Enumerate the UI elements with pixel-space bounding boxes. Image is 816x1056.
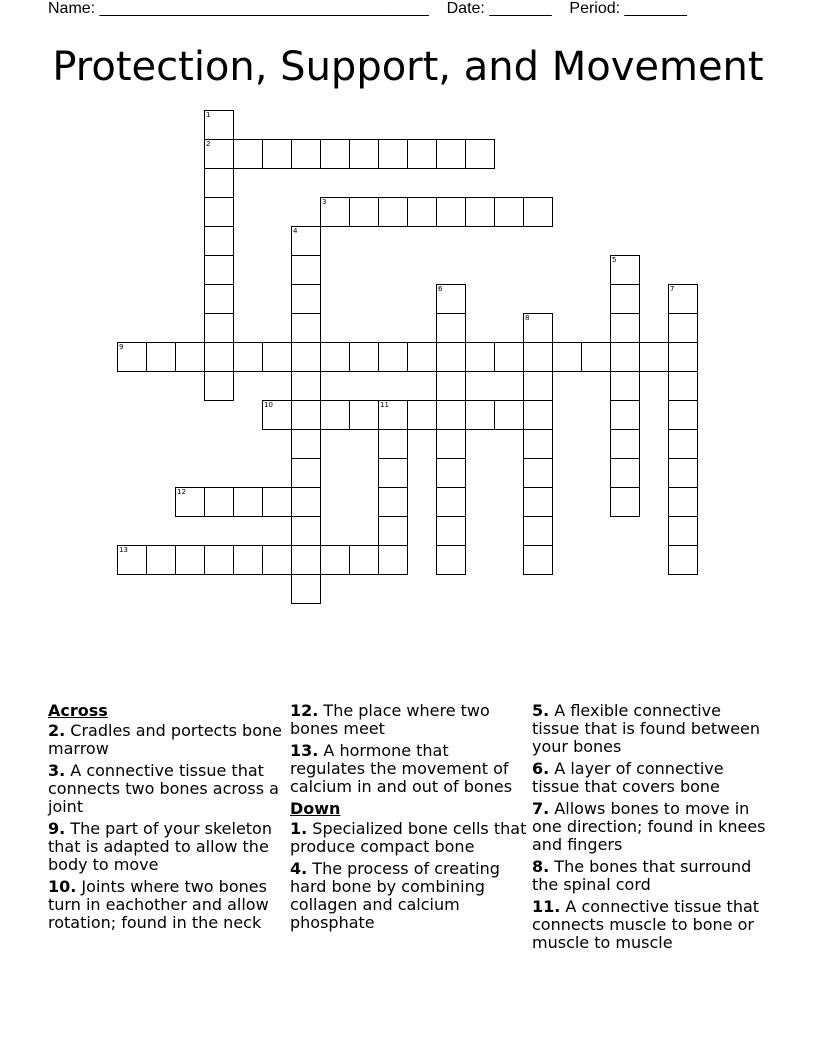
crossword-cell[interactable] xyxy=(291,400,321,430)
date-line[interactable]: _______ xyxy=(489,0,552,17)
crossword-cell[interactable] xyxy=(494,197,524,227)
crossword-cell[interactable] xyxy=(262,342,292,372)
crossword-cell[interactable] xyxy=(465,342,495,372)
clue-down-7: 7. Allows bones to move in one direction; found in knees and fingers xyxy=(532,799,766,854)
crossword-cell[interactable] xyxy=(320,400,350,430)
cell-number: 11 xyxy=(380,401,389,409)
crossword-cell[interactable] xyxy=(523,371,553,401)
cell-number: 6 xyxy=(438,285,443,293)
crossword-cell[interactable] xyxy=(291,429,321,459)
crossword-cell[interactable] xyxy=(204,197,234,227)
crossword-cell[interactable] xyxy=(378,458,408,488)
crossword-cell[interactable] xyxy=(436,342,466,372)
crossword-cell[interactable] xyxy=(581,342,611,372)
crossword-cell[interactable] xyxy=(436,197,466,227)
crossword-cell[interactable] xyxy=(291,313,321,343)
crossword-cell[interactable] xyxy=(465,139,495,169)
crossword-cell[interactable] xyxy=(204,255,234,285)
clue-across-10: 10. Joints where two bones turn in eachother and allow rotation; found in the neck xyxy=(48,877,269,932)
crossword-cell[interactable] xyxy=(610,429,640,459)
clue-down-11: 11. A connective tissue that connects muscle to bone or muscle to muscle xyxy=(532,897,760,952)
crossword-cell[interactable] xyxy=(291,487,321,517)
across-heading: Across xyxy=(48,701,108,720)
crossword-cell[interactable] xyxy=(349,139,379,169)
clue-across-12: 12. The place where two bones meet xyxy=(290,701,490,738)
crossword-cell[interactable] xyxy=(610,400,640,430)
clue-down-6: 6. A layer of connective tissue that covers bone xyxy=(532,759,724,796)
crossword-cell[interactable] xyxy=(523,516,553,546)
crossword-cell[interactable] xyxy=(262,545,292,575)
crossword-cell[interactable] xyxy=(204,284,234,314)
crossword-cell[interactable] xyxy=(436,139,466,169)
crossword-cell[interactable] xyxy=(204,226,234,256)
crossword-cell[interactable] xyxy=(494,342,524,372)
name-label: Name: xyxy=(48,0,96,17)
crossword-cell[interactable] xyxy=(523,429,553,459)
crossword-cell[interactable] xyxy=(117,342,147,372)
crossword-cell[interactable] xyxy=(175,545,205,575)
crossword-cell[interactable] xyxy=(378,516,408,546)
crossword-cell[interactable] xyxy=(523,197,553,227)
crossword-cell[interactable] xyxy=(610,342,640,372)
crossword-cell[interactable] xyxy=(291,458,321,488)
crossword-cell[interactable] xyxy=(610,313,640,343)
page-title: Protection, Support, and Movement xyxy=(52,44,764,90)
cell-number: 7 xyxy=(670,285,675,293)
crossword-cell[interactable] xyxy=(320,545,350,575)
crossword-cell[interactable] xyxy=(233,342,263,372)
crossword-cell[interactable] xyxy=(378,429,408,459)
crossword-cell[interactable] xyxy=(610,458,640,488)
crossword-cell[interactable] xyxy=(407,400,437,430)
clue-down-8: 8. The bones that surround the spinal cord xyxy=(532,857,752,894)
cell-number: 13 xyxy=(119,546,128,554)
crossword-cell[interactable] xyxy=(204,168,234,198)
crossword-cell[interactable] xyxy=(204,545,234,575)
cell-number: 5 xyxy=(612,256,617,264)
crossword-cell[interactable] xyxy=(175,487,205,517)
crossword-cell[interactable] xyxy=(233,545,263,575)
crossword-cell[interactable] xyxy=(291,342,321,372)
crossword-cell[interactable] xyxy=(233,487,263,517)
crossword-cell[interactable] xyxy=(407,197,437,227)
crossword-cell[interactable] xyxy=(291,371,321,401)
period-label: Period: xyxy=(569,0,621,17)
crossword-cell[interactable] xyxy=(436,516,466,546)
crossword-cell[interactable] xyxy=(146,545,176,575)
crossword-cell[interactable] xyxy=(523,545,553,575)
crossword-cell[interactable] xyxy=(262,400,292,430)
crossword-cell[interactable] xyxy=(668,487,698,517)
crossword-cell[interactable] xyxy=(117,545,147,575)
crossword-cell[interactable] xyxy=(291,255,321,285)
crossword-cell[interactable] xyxy=(320,139,350,169)
crossword-cell[interactable] xyxy=(349,197,379,227)
crossword-cell[interactable] xyxy=(436,371,466,401)
crossword-cell[interactable] xyxy=(407,342,437,372)
crossword-cell[interactable] xyxy=(436,545,466,575)
crossword-cell[interactable] xyxy=(204,342,234,372)
clues-column-1 xyxy=(48,702,284,936)
crossword-cell[interactable] xyxy=(291,226,321,256)
clues-column-2 xyxy=(290,702,528,936)
cell-number: 8 xyxy=(525,314,530,322)
clue-across-13: 13. A hormone that regulates the movement of calcium in and out of bones xyxy=(290,741,513,796)
date-label: Date: xyxy=(446,0,485,17)
crossword-cell[interactable] xyxy=(668,313,698,343)
crossword-cell[interactable] xyxy=(291,574,321,604)
crossword-cell[interactable] xyxy=(523,458,553,488)
crossword-cell[interactable] xyxy=(552,342,582,372)
crossword-cell[interactable] xyxy=(320,197,350,227)
crossword-cell[interactable] xyxy=(668,545,698,575)
crossword-cell[interactable] xyxy=(436,487,466,517)
crossword-cell[interactable] xyxy=(349,400,379,430)
crossword-cell[interactable] xyxy=(378,139,408,169)
crossword-cell[interactable] xyxy=(436,284,466,314)
crossword-cell[interactable] xyxy=(204,371,234,401)
crossword-cell[interactable] xyxy=(320,342,350,372)
crossword-cell[interactable] xyxy=(610,487,640,517)
crossword-cell[interactable] xyxy=(436,313,466,343)
clue-down-1: 1. Specialized bone cells that produce compact bone xyxy=(290,819,527,856)
cell-number: 4 xyxy=(293,227,298,235)
crossword-cell[interactable] xyxy=(291,516,321,546)
crossword-cell[interactable] xyxy=(610,255,640,285)
crossword-cell[interactable] xyxy=(291,139,321,169)
clue-down-4: 4. The process of creating hard bone by combining collagen and calcium phosphate xyxy=(290,859,500,932)
crossword-cell[interactable] xyxy=(494,400,524,430)
name-line[interactable]: _____________________________________ xyxy=(99,0,429,17)
crossword-cell[interactable] xyxy=(262,139,292,169)
crossword-cell[interactable] xyxy=(204,139,234,169)
crossword-cell[interactable] xyxy=(291,284,321,314)
crossword-cell[interactable] xyxy=(523,487,553,517)
crossword-cell[interactable] xyxy=(436,400,466,430)
crossword-cell[interactable] xyxy=(378,197,408,227)
clue-across-2: 2. Cradles and portects bone marrow xyxy=(48,721,282,758)
crossword-cell[interactable] xyxy=(668,342,698,372)
crossword-cell[interactable] xyxy=(146,342,176,372)
crossword-cell[interactable] xyxy=(349,342,379,372)
crossword-cell[interactable] xyxy=(378,545,408,575)
down-heading: Down xyxy=(290,799,341,818)
crossword-cell[interactable] xyxy=(436,458,466,488)
cell-number: 9 xyxy=(119,343,124,351)
crossword-cell[interactable] xyxy=(204,487,234,517)
crossword-cell[interactable] xyxy=(523,400,553,430)
cell-number: 3 xyxy=(322,198,327,206)
crossword-cell[interactable] xyxy=(610,371,640,401)
crossword-cell[interactable] xyxy=(668,284,698,314)
crossword-cell[interactable] xyxy=(378,400,408,430)
crossword-cell[interactable] xyxy=(668,371,698,401)
crossword-cell[interactable] xyxy=(610,284,640,314)
cell-number: 10 xyxy=(264,401,273,409)
crossword-cell[interactable] xyxy=(668,400,698,430)
crossword-cell[interactable] xyxy=(204,313,234,343)
crossword-cell[interactable] xyxy=(523,313,553,343)
clues-column-3 xyxy=(532,702,772,956)
cell-number: 1 xyxy=(206,111,211,119)
crossword-cell[interactable] xyxy=(262,487,292,517)
crossword-cell[interactable] xyxy=(233,139,263,169)
crossword-cell[interactable] xyxy=(523,342,553,372)
period-line[interactable]: _______ xyxy=(624,0,687,17)
crossword-cell[interactable] xyxy=(465,197,495,227)
crossword-cell[interactable] xyxy=(378,487,408,517)
crossword-cell[interactable] xyxy=(175,342,205,372)
crossword-cell[interactable] xyxy=(639,342,669,372)
clue-across-3: 3. A connective tissue that connects two bones across a joint xyxy=(48,761,279,816)
crossword-cell[interactable] xyxy=(436,429,466,459)
crossword-cell[interactable] xyxy=(668,516,698,546)
crossword-cell[interactable] xyxy=(291,545,321,575)
clue-down-5: 5. A flexible connective tissue that is found between your bones xyxy=(532,701,761,756)
crossword-cell[interactable] xyxy=(668,429,698,459)
cell-number: 2 xyxy=(206,140,211,148)
crossword-cell[interactable] xyxy=(204,110,234,140)
crossword-cell[interactable] xyxy=(378,342,408,372)
cell-number: 12 xyxy=(177,488,186,496)
crossword-cell[interactable] xyxy=(349,545,379,575)
crossword-cell[interactable] xyxy=(668,458,698,488)
crossword-cell[interactable] xyxy=(465,400,495,430)
crossword-cell[interactable] xyxy=(407,139,437,169)
clue-across-9: 9. The part of your skeleton that is adapted to allow the body to move xyxy=(48,819,272,874)
